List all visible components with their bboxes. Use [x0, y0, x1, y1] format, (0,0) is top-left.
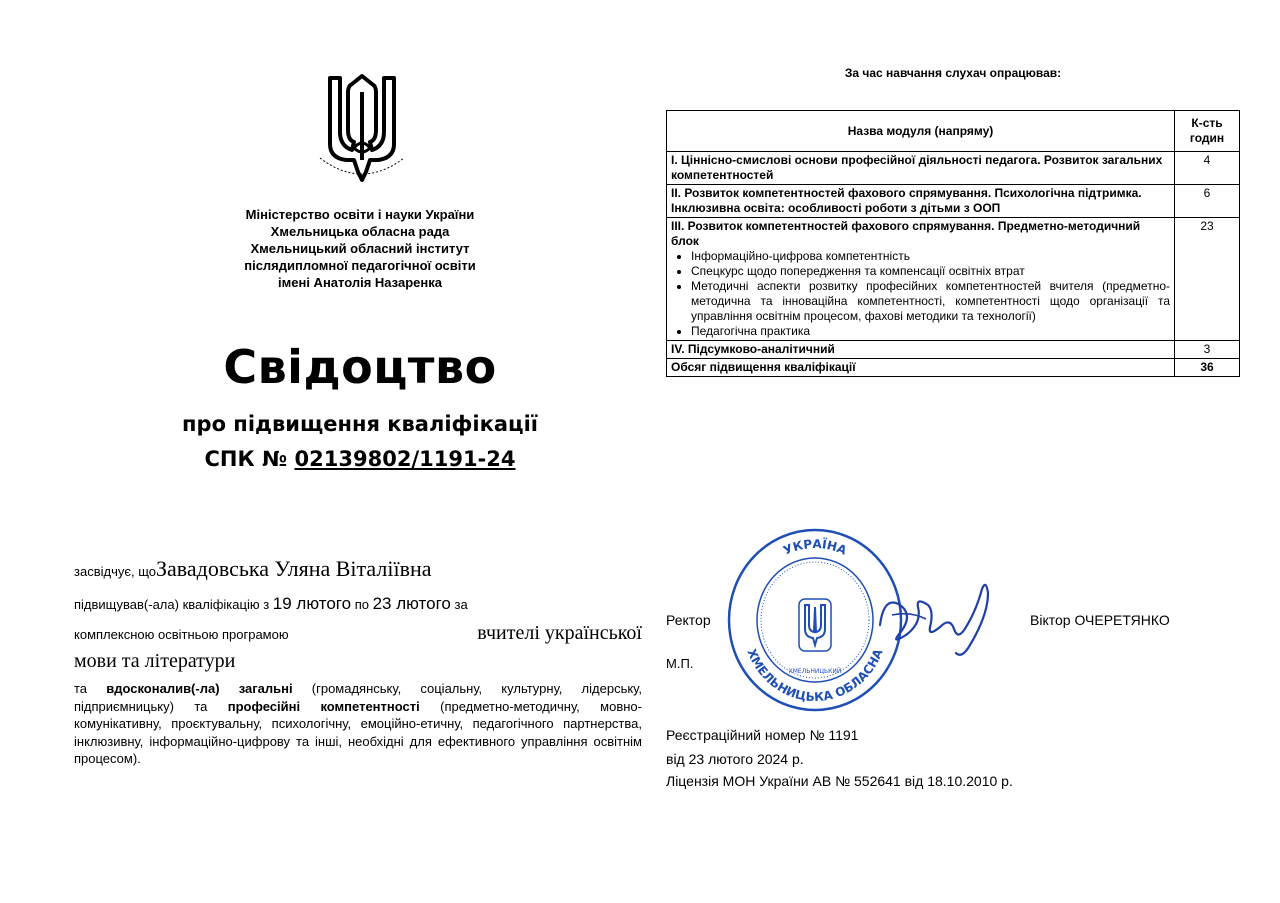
list-item: • Спецкурс щодо попередження та компенсації освітніх втрат — [691, 264, 1170, 279]
stamp-bottom-text: ХМЕЛЬНИЦЬКА ОБЛАСНА — [744, 646, 886, 705]
certificate-number-value: 02139802/1191-24 — [294, 447, 516, 471]
for-label: за — [454, 597, 468, 612]
table-caption: За час навчання слухач опрацював: — [844, 66, 1062, 80]
program-line-2 — [74, 652, 642, 672]
module-3-title: ІІІ. Розвиток компетентностей фахового спрямування. Предметно-методичний блок — [671, 219, 1141, 248]
para-rest: (предметно-методичну, мовно-комунікативну, проєктувальну, психологічну, емоційно-етичну, педагогічного партнерства, інклюзивну, інформаційно-цифрову та інші, необхідні для ефективного управління освітнім процесом). — [74, 698, 642, 766]
license-line: Ліцензія МОН України АВ № 552641 від 18.10.2010 р. — [666, 773, 1013, 789]
program-name-2: мови та літератури — [74, 650, 236, 672]
rector-label: Ректор — [666, 612, 711, 628]
total-label: Обсяг підвищення кваліфікації — [667, 359, 1175, 377]
date-from: 19 лютого — [272, 594, 352, 613]
certificate-subtitle: про підвищення кваліфікації — [182, 412, 538, 436]
table-total-row — [667, 359, 1240, 377]
certificate-number-prefix: СПК № — [204, 447, 288, 471]
module-3-list — [671, 249, 1170, 339]
stamp-top-text: УКРАЇНА — [781, 536, 849, 558]
dates-line — [74, 595, 642, 614]
module-4-hours: 3 — [1175, 341, 1240, 359]
header-hours: К-сть годин — [1175, 111, 1240, 152]
module-1-hours: 4 — [1175, 152, 1240, 185]
trident-emblem-icon — [318, 72, 406, 184]
para-general: (громадянську, соціальну, культурну, лідерську, підприємницьку) та — [74, 681, 642, 714]
para-and: та — [74, 681, 88, 696]
module-2-title: ІІ. Розвиток компетентностей фахового спрямування. Психологічна підтримка. Інклюзивна освіта: особливості роботи з дітьми з ООП — [667, 185, 1175, 218]
organization-line-5: імені Анатолія Назаренка — [278, 275, 442, 290]
module-2-hours: 6 — [1175, 185, 1240, 218]
certificate-number — [140, 447, 580, 471]
table-row — [667, 218, 1240, 341]
module-3-cell — [667, 218, 1175, 341]
header-module: Назва модуля (напряму) — [667, 111, 1175, 152]
registration-number: Реєстраційний номер № 1191 — [666, 727, 859, 743]
list-item: • Методичні аспекти розвитку професійних компетентностей вчителя (предметно-методична та інноваційна компетентності, компетентності щодо організації та управління освітнім процесом, фахові методики та технології) — [691, 279, 1170, 324]
total-hours: 36 — [1175, 359, 1240, 377]
certifies-line — [74, 556, 642, 581]
registration-date: від 23 лютого 2024 р. — [666, 751, 804, 767]
improved-label: підвищував(-ала) кваліфікацію з — [74, 597, 270, 612]
modules-table — [666, 110, 1240, 377]
module-3-hours: 23 — [1175, 218, 1240, 341]
rector-name: Віктор ОЧЕРЕТЯНКО — [1030, 612, 1170, 628]
module-1-title: І. Ціннісно-смислові основи професійної діяльності педагога. Розвиток загальних компетентностей — [667, 152, 1175, 185]
handwritten-signature — [870, 575, 1000, 665]
organization-line-4: післядипломної педагогічної освіти — [244, 258, 476, 273]
certificate-title: Свідоцтво — [223, 340, 497, 394]
organization-line-2: Хмельницька обласна рада — [270, 224, 450, 239]
table-header-row — [667, 111, 1240, 152]
stamp-center-text: ХМЕЛЬНИЦЬКИЙ — [788, 668, 842, 675]
organization-line-3: Хмельницький обласний інститут — [250, 241, 470, 256]
table-row — [667, 152, 1240, 185]
date-to: 23 лютого — [372, 594, 451, 613]
para-professional: професійні компетентності — [227, 698, 420, 714]
para-improved: вдосконалив(-ла) загальні — [106, 681, 293, 696]
program-name-1: вчителі української — [477, 622, 642, 644]
program-label: комплексною освітньою програмою — [74, 627, 289, 642]
competences-paragraph — [74, 680, 642, 768]
list-item: • Інформаційно-цифрова компетентність — [691, 249, 1170, 264]
organization-line-1: Міністерство освіти і науки України — [245, 207, 475, 222]
module-4-title: ІV. Підсумково-аналітичний — [667, 341, 1175, 359]
program-line — [74, 624, 642, 644]
certifies-label: засвідчує, що — [74, 564, 156, 579]
table-row — [667, 341, 1240, 359]
list-item: • Педагогічна практика — [691, 324, 1170, 339]
table-row — [667, 185, 1240, 218]
to-label: по — [354, 597, 369, 612]
person-name: Завадовська Уляна Віталіївна — [155, 556, 432, 581]
seal-place-label: М.П. — [666, 656, 694, 671]
